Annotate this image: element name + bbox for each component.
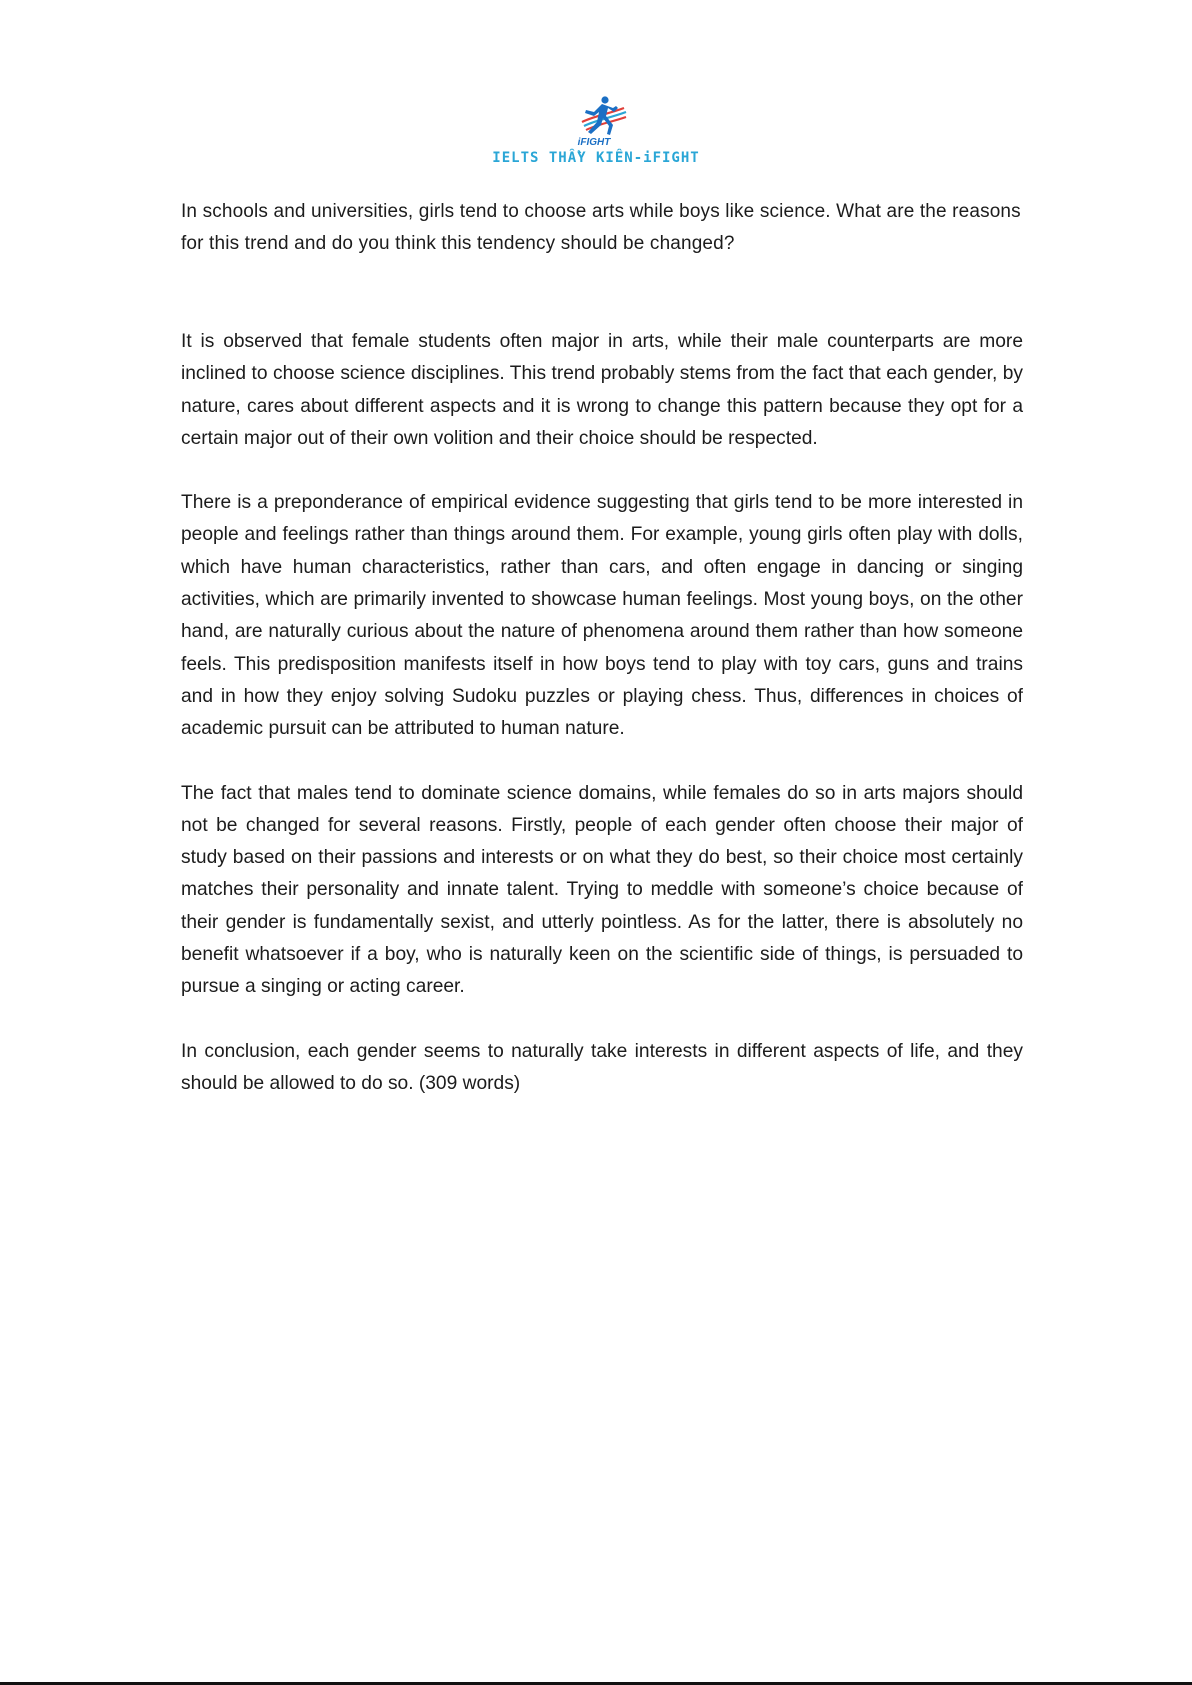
svg-text:iFIGHT: iFIGHT [577,137,611,148]
essay-body [181,326,1023,1100]
essay-paragraph-conclusion: In conclusion, each gender seems to naturally take interests in different aspects of life, and they should be allowed to do so. (309 words) [181,1040,1023,1094]
essay-paragraph-body-1: There is a preponderance of empirical evidence suggesting that girls tend to be more interested in people and feelings rather than things around them. For example, young girls often play with dolls, which have human characteristics, rather than cars, and often engage in dancing or singing activities, which are primarily invented to showcase human feelings. Most young boys, on the other hand, are naturally curious about the nature of phenomena around them rather than how someone feels. This predisposition manifests itself in how boys tend to play with toy cars, guns and trains and in how they enjoy solving Sudoku puzzles or playing chess. Thus, differences in choices of academic pursuit can be attributed to human nature. [181,492,1023,740]
document-content [181,196,1023,1132]
brand-name: IELTS THẦY KIÊN-iFIGHT [492,150,700,166]
ifight-runner-logo [560,92,632,148]
header [0,92,1192,166]
essay-paragraph-introduction: It is observed that female students often major in arts, while their male counterparts are more inclined to choose science disciplines. This trend probably stems from the fact that each gender, by nature, cares about different aspects and it is wrong to change this pattern because they opt for a certain major out of their own volition and their choice should be respected. [181,331,1023,449]
essay-paragraph-body-2: The fact that males tend to dominate science domains, while females do so in arts majors should not be changed for several reasons. Firstly, people of each gender often choose their major of study based on their passions and interests or on what they do best, so their choice most certainly matches their personality and innate talent. Trying to meddle with someone’s choice because of their gender is fundamentally sexist, and utterly pointless. As for the latter, there is absolutely no benefit whatsoever if a boy, who is naturally keen on the scientific side of things, is persuaded to pursue a singing or acting career. [181,782,1023,998]
essay-prompt: In schools and universities, girls tend to choose arts while boys like science. What are the reasons for this trend and do you think this tendency should be changed? [181,201,1021,254]
